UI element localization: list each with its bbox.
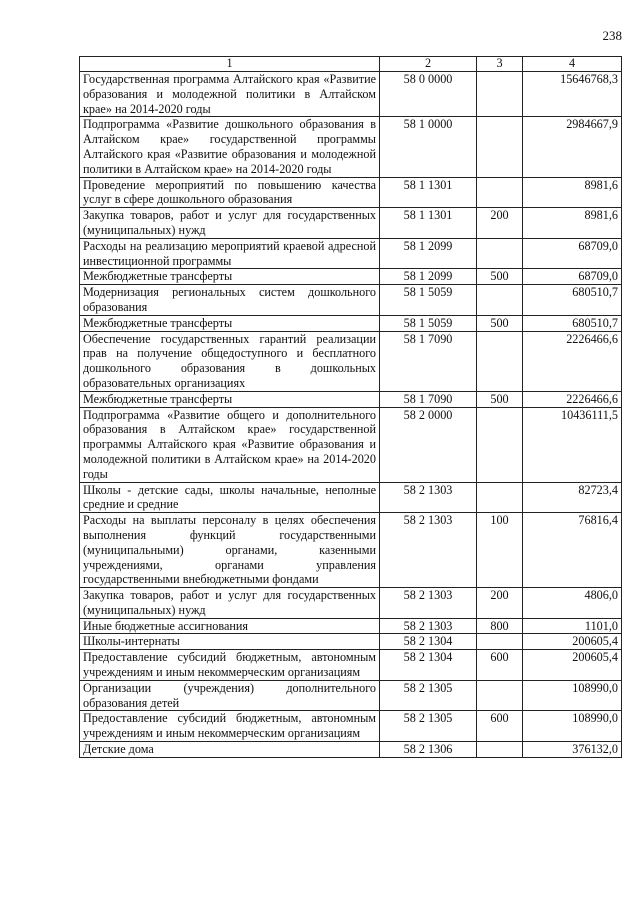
row-code: 58 1 5059: [380, 315, 477, 331]
row-expense-type: [477, 177, 523, 208]
row-code: 58 2 1303: [380, 482, 477, 513]
row-amount: 108990,0: [523, 711, 622, 742]
row-amount: 200605,4: [523, 634, 622, 650]
table-row: [80, 711, 622, 742]
table-row: [80, 742, 622, 758]
row-name: Предоставление субсидий бюджетным, автономным учреждениям и иным некоммерческим организациям: [80, 650, 380, 681]
row-name: Межбюджетные трансферты: [80, 391, 380, 407]
row-code: 58 0 0000: [380, 72, 477, 117]
row-amount: 2226466,6: [523, 391, 622, 407]
table-row: [80, 315, 622, 331]
header-col-code: 2: [380, 57, 477, 72]
row-expense-type: [477, 117, 523, 177]
row-code: 58 1 2099: [380, 238, 477, 269]
row-amount: 200605,4: [523, 650, 622, 681]
table-row: [80, 482, 622, 513]
row-code: 58 1 0000: [380, 117, 477, 177]
row-expense-type: [477, 680, 523, 711]
row-code: 58 2 1303: [380, 513, 477, 588]
row-expense-type: 600: [477, 650, 523, 681]
row-name: Организации (учреждения) дополнительного образования детей: [80, 680, 380, 711]
row-amount: 108990,0: [523, 680, 622, 711]
row-expense-type: [477, 407, 523, 482]
row-amount: 680510,7: [523, 285, 622, 316]
header-col-vr: 3: [477, 57, 523, 72]
row-name: Модернизация региональных систем дошкольного образования: [80, 285, 380, 316]
table-row: [80, 634, 622, 650]
table-row: [80, 331, 622, 391]
row-code: 58 2 1304: [380, 634, 477, 650]
row-expense-type: 200: [477, 208, 523, 239]
page-number: 238: [602, 28, 622, 43]
table-row: [80, 285, 622, 316]
row-expense-type: 500: [477, 269, 523, 285]
row-code: 58 1 5059: [380, 285, 477, 316]
row-amount: 2226466,6: [523, 331, 622, 391]
row-name: Подпрограмма «Развитие дошкольного образования в Алтайском крае» государственной программы Алтайского края «Развитие образования и молодежной политики в Алтайском крае» на 2014-2020 годы: [80, 117, 380, 177]
row-amount: 376132,0: [523, 742, 622, 758]
header-col-amount: 4: [523, 57, 622, 72]
row-amount: 76816,4: [523, 513, 622, 588]
table-row: [80, 680, 622, 711]
row-amount: 8981,6: [523, 208, 622, 239]
table-row: [80, 72, 622, 117]
row-name: Подпрограмма «Развитие общего и дополнительного образования в Алтайском крае» государственной программы Алтайского края «Развитие образования и молодежной политики в Алтайском крае» на 2014-2020 годы: [80, 407, 380, 482]
row-code: 58 2 1305: [380, 680, 477, 711]
row-name: Школы-интернаты: [80, 634, 380, 650]
row-amount: 82723,4: [523, 482, 622, 513]
row-amount: 8981,6: [523, 177, 622, 208]
row-expense-type: [477, 285, 523, 316]
row-expense-type: 500: [477, 391, 523, 407]
row-amount: 4806,0: [523, 588, 622, 619]
row-expense-type: [477, 331, 523, 391]
row-code: 58 2 1304: [380, 650, 477, 681]
row-amount: 2984667,9: [523, 117, 622, 177]
row-code: 58 1 7090: [380, 331, 477, 391]
row-expense-type: [477, 482, 523, 513]
table-row: [80, 177, 622, 208]
row-expense-type: [477, 72, 523, 117]
row-expense-type: [477, 742, 523, 758]
row-name: Проведение мероприятий по повышению качества услуг в сфере дошкольного образования: [80, 177, 380, 208]
row-name: Иные бюджетные ассигнования: [80, 618, 380, 634]
table-row: [80, 117, 622, 177]
table-row: [80, 269, 622, 285]
row-expense-type: 600: [477, 711, 523, 742]
row-expense-type: 200: [477, 588, 523, 619]
row-expense-type: [477, 634, 523, 650]
row-code: 58 1 7090: [380, 391, 477, 407]
row-name: Закупка товаров, работ и услуг для государственных (муниципальных) нужд: [80, 208, 380, 239]
row-name: Обеспечение государственных гарантий реализации прав на получение общедоступного и бесплатного дошкольного образования в дошкольных образовательных организациях: [80, 331, 380, 391]
table-row: [80, 407, 622, 482]
row-name: Расходы на реализацию мероприятий краевой адресной инвестиционной программы: [80, 238, 380, 269]
row-amount: 10436111,5: [523, 407, 622, 482]
row-name: Предоставление субсидий бюджетным, автономным учреждениям и иным некоммерческим организациям: [80, 711, 380, 742]
row-name: Межбюджетные трансферты: [80, 315, 380, 331]
row-name: Государственная программа Алтайского края «Развитие образования и молодежной политики в Алтайском крае» на 2014-2020 годы: [80, 72, 380, 117]
row-amount: 15646768,3: [523, 72, 622, 117]
table-row: [80, 513, 622, 588]
row-expense-type: 100: [477, 513, 523, 588]
row-name: Межбюджетные трансферты: [80, 269, 380, 285]
table-row: [80, 618, 622, 634]
table-row: [80, 208, 622, 239]
row-code: 58 2 1306: [380, 742, 477, 758]
header-row: [80, 57, 622, 72]
row-expense-type: 500: [477, 315, 523, 331]
row-amount: 68709,0: [523, 238, 622, 269]
row-code: 58 1 2099: [380, 269, 477, 285]
row-name: Закупка товаров, работ и услуг для государственных (муниципальных) нужд: [80, 588, 380, 619]
row-amount: 1101,0: [523, 618, 622, 634]
row-name: Детские дома: [80, 742, 380, 758]
row-name: Расходы на выплаты персоналу в целях обеспечения выполнения функций государственными (муниципальными) органами, казенными учреждениями, органами управления государственными внебюджетными фондами: [80, 513, 380, 588]
budget-table: [79, 56, 622, 758]
row-code: 58 2 1303: [380, 588, 477, 619]
row-code: 58 2 1305: [380, 711, 477, 742]
table-row: [80, 238, 622, 269]
row-code: 58 2 0000: [380, 407, 477, 482]
row-code: 58 2 1303: [380, 618, 477, 634]
row-code: 58 1 1301: [380, 208, 477, 239]
table-row: [80, 391, 622, 407]
row-expense-type: [477, 238, 523, 269]
table-row: [80, 650, 622, 681]
row-amount: 680510,7: [523, 315, 622, 331]
row-expense-type: 800: [477, 618, 523, 634]
header-col-name: 1: [80, 57, 380, 72]
row-code: 58 1 1301: [380, 177, 477, 208]
table-row: [80, 588, 622, 619]
row-amount: 68709,0: [523, 269, 622, 285]
row-name: Школы - детские сады, школы начальные, неполные средние и средние: [80, 482, 380, 513]
